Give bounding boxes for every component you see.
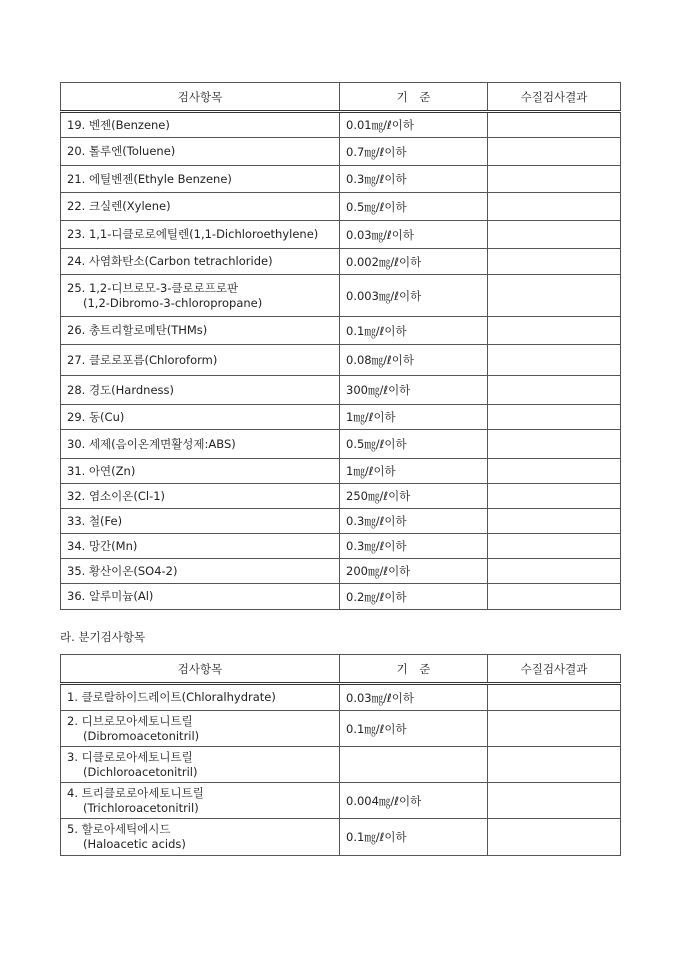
item-line-1: 2. 디브로모아세토니트릴 bbox=[67, 713, 193, 728]
standard-cell: 0.7㎎/ℓ이하 bbox=[340, 138, 488, 166]
item-cell: 34. 망간(Mn) bbox=[61, 534, 340, 559]
item-cell bbox=[61, 275, 340, 317]
water-quality-table-2 bbox=[60, 654, 621, 856]
header-standard: 기 준 bbox=[340, 655, 488, 684]
item-cell: 23. 1,1-디클로로에틸렌(1,1-Dichloroethylene) bbox=[61, 221, 340, 249]
standard-cell: 0.002㎎/ℓ이하 bbox=[340, 249, 488, 275]
standard-cell: 0.2㎎/ℓ이하 bbox=[340, 584, 488, 610]
standard-cell: 0.004㎎/ℓ이하 bbox=[340, 783, 488, 819]
table-row bbox=[61, 459, 621, 484]
standard-cell: 0.03㎎/ℓ이하 bbox=[340, 684, 488, 711]
item-cell: 27. 클로로포름(Chloroform) bbox=[61, 345, 340, 376]
result-cell bbox=[488, 376, 621, 405]
standard-cell: 0.3㎎/ℓ이하 bbox=[340, 534, 488, 559]
item-cell bbox=[61, 783, 340, 819]
standard-cell: 0.01㎎/ℓ이하 bbox=[340, 112, 488, 138]
item-cell: 22. 크실렌(Xylene) bbox=[61, 193, 340, 221]
header-standard: 기 준 bbox=[340, 83, 488, 112]
item-line-1: 3. 디클로로아세토니트릴 bbox=[67, 749, 193, 764]
standard-cell: 0.003㎎/ℓ이하 bbox=[340, 275, 488, 317]
result-cell bbox=[488, 684, 621, 711]
item-line-2: (Dichloroacetonitril) bbox=[83, 764, 198, 779]
table-header-row bbox=[61, 655, 621, 684]
item-cell: 19. 벤젠(Benzene) bbox=[61, 112, 340, 138]
item-cell: 31. 아연(Zn) bbox=[61, 459, 340, 484]
standard-cell: 0.5㎎/ℓ이하 bbox=[340, 430, 488, 459]
standard-cell: 0.3㎎/ℓ이하 bbox=[340, 509, 488, 534]
item-cell: 35. 황산이온(SO4-2) bbox=[61, 559, 340, 584]
result-cell bbox=[488, 345, 621, 376]
table-row bbox=[61, 112, 621, 138]
table-row bbox=[61, 484, 621, 509]
table-row bbox=[61, 249, 621, 275]
item-cell: 33. 철(Fe) bbox=[61, 509, 340, 534]
table-row bbox=[61, 166, 621, 193]
standard-cell: 0.3㎎/ℓ이하 bbox=[340, 166, 488, 193]
item-cell: 32. 염소이온(Cl-1) bbox=[61, 484, 340, 509]
table-row bbox=[61, 783, 621, 819]
result-cell bbox=[488, 275, 621, 317]
table-row bbox=[61, 819, 621, 856]
standard-cell: 0.08㎎/ℓ이하 bbox=[340, 345, 488, 376]
item-cell: 30. 세제(음이온계면활성제:ABS) bbox=[61, 430, 340, 459]
result-cell bbox=[488, 138, 621, 166]
item-line-2: (1,2-Dibromo-3-chloropropane) bbox=[83, 295, 263, 310]
table-row bbox=[61, 317, 621, 345]
standard-cell: 0.5㎎/ℓ이하 bbox=[340, 193, 488, 221]
item-cell: 20. 톨루엔(Toluene) bbox=[61, 138, 340, 166]
result-cell bbox=[488, 112, 621, 138]
standard-cell: 0.1㎎/ℓ이하 bbox=[340, 711, 488, 747]
result-cell bbox=[488, 221, 621, 249]
result-cell bbox=[488, 430, 621, 459]
table-header-row bbox=[61, 83, 621, 112]
standard-cell: 0.1㎎/ℓ이하 bbox=[340, 317, 488, 345]
result-cell bbox=[488, 249, 621, 275]
item-cell bbox=[61, 819, 340, 856]
result-cell bbox=[488, 747, 621, 783]
standard-cell: 250㎎/ℓ이하 bbox=[340, 484, 488, 509]
table-row bbox=[61, 221, 621, 249]
standard-cell: 1㎎/ℓ이하 bbox=[340, 459, 488, 484]
table-row bbox=[61, 747, 621, 783]
header-item: 검사항목 bbox=[61, 83, 340, 112]
table-row bbox=[61, 584, 621, 610]
table-row bbox=[61, 430, 621, 459]
header-result: 수질검사결과 bbox=[488, 83, 621, 112]
standard-cell: 0.03㎎/ℓ이하 bbox=[340, 221, 488, 249]
result-cell bbox=[488, 459, 621, 484]
item-line-1: 5. 할로아세틱에시드 bbox=[67, 822, 171, 836]
result-cell bbox=[488, 317, 621, 345]
header-item: 검사항목 bbox=[61, 655, 340, 684]
result-cell bbox=[488, 405, 621, 430]
result-cell bbox=[488, 509, 621, 534]
standard-cell: 1㎎/ℓ이하 bbox=[340, 405, 488, 430]
table-row bbox=[61, 711, 621, 747]
table-row bbox=[61, 684, 621, 711]
water-quality-table-1 bbox=[60, 82, 621, 610]
result-cell bbox=[488, 559, 621, 584]
table-row bbox=[61, 559, 621, 584]
table-row bbox=[61, 138, 621, 166]
result-cell bbox=[488, 534, 621, 559]
result-cell bbox=[488, 193, 621, 221]
standard-cell: 300㎎/ℓ이하 bbox=[340, 376, 488, 405]
standard-cell bbox=[340, 747, 488, 783]
result-cell bbox=[488, 819, 621, 856]
result-cell bbox=[488, 711, 621, 747]
item-cell: 36. 알루미늄(Al) bbox=[61, 584, 340, 610]
item-cell: 26. 총트리할로메탄(THMs) bbox=[61, 317, 340, 345]
section-title: 라. 분기검사항목 bbox=[60, 630, 146, 644]
item-line-1: 25. 1,2-디브로모-3-클로로프로판 bbox=[67, 280, 239, 295]
item-cell bbox=[61, 711, 340, 747]
table-row bbox=[61, 534, 621, 559]
table-row bbox=[61, 376, 621, 405]
result-cell bbox=[488, 584, 621, 610]
item-cell bbox=[61, 747, 340, 783]
item-line-2: (Trichloroacetonitril) bbox=[83, 800, 199, 815]
header-result: 수질검사결과 bbox=[488, 655, 621, 684]
item-line-2: (Dibromoacetonitril) bbox=[83, 728, 200, 743]
item-cell: 29. 동(Cu) bbox=[61, 405, 340, 430]
table-row bbox=[61, 405, 621, 430]
table-row bbox=[61, 193, 621, 221]
item-cell: 28. 경도(Hardness) bbox=[61, 376, 340, 405]
item-cell: 24. 사염화탄소(Carbon tetrachloride) bbox=[61, 249, 340, 275]
result-cell bbox=[488, 166, 621, 193]
item-line-1: 4. 트리클로로아세토니트릴 bbox=[67, 785, 204, 800]
table-row bbox=[61, 275, 621, 317]
table-row bbox=[61, 509, 621, 534]
standard-cell: 0.1㎎/ℓ이하 bbox=[340, 819, 488, 856]
standard-cell: 200㎎/ℓ이하 bbox=[340, 559, 488, 584]
result-cell bbox=[488, 783, 621, 819]
item-line-2: (Haloacetic acids) bbox=[83, 837, 186, 851]
item-cell: 21. 에틸벤젠(Ethyle Benzene) bbox=[61, 166, 340, 193]
result-cell bbox=[488, 484, 621, 509]
table-row bbox=[61, 345, 621, 376]
item-cell: 1. 클로랄하이드레이트(Chloralhydrate) bbox=[61, 684, 340, 711]
